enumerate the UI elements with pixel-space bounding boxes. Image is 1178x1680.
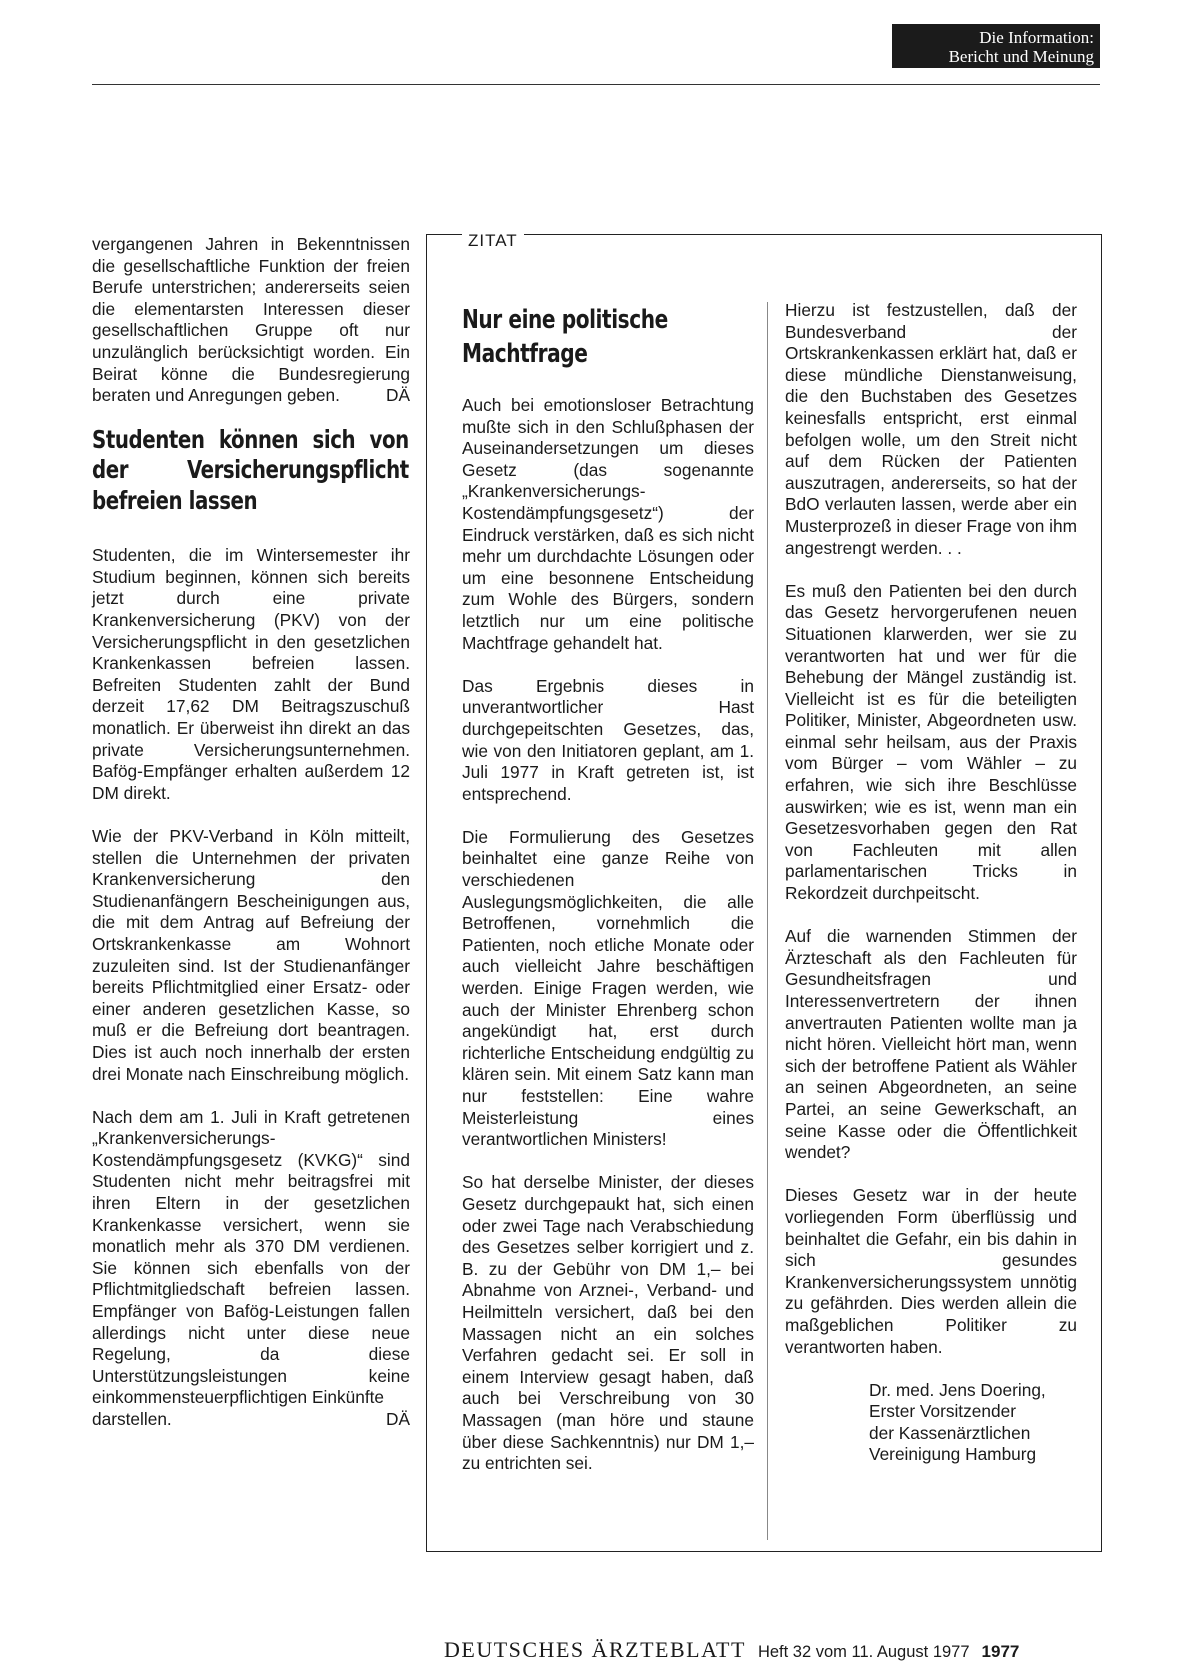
quote-paragraph: Es muß den Patienten bei den durch das Gesetz hervorgerufenen neuen Situationen klarwerden, wer sie zu verantworten hat und wer für die Behebung der Mängel zuständig ist. Vielleicht ist es für die beteiligten Politiker, Minister, Abgeordneten usw. einmal sehr heilsam, aus der Praxis vom Bürger – vom Wähler – zu erfahren, wie sich ihre Beschlüsse auswirken; wie es ist, wenn man ein Gesetzesvorhaben gegen den Rat von Fachleuten mit allen parlamentarischen Tricks in Rekordzeit durchpeitscht. <box>785 580 1077 904</box>
article-paragraph: Studenten, die im Wintersemester ihr Studium beginnen, können sich bereits jetzt durch eine private Krankenversicherung (PKV) von der Versicherungspflicht in den gesetzlichen Krankenkassen befreien lassen. Befreiten Studenten zahlt der Bund derzeit 17,62 DM Beitragszuschuß monatlich. Er überweist ihn direkt an das private Versicherungsunternehmen. Bafög-Empfänger erhalten außerdem 12 DM direkt. <box>92 545 410 803</box>
article-paragraph-last-text: Nach dem am 1. Juli in Kraft getretenen „Krankenversicherungs-Kostendämpfungsgesetz (KVKG)“ sind Studenten nicht mehr beitragsfrei mit ihren Eltern in der gesetzlichen Krankenkasse versichert, wenn sie monatlich mehr als 370 DM verdienen. Sie können sich ebenfalls von der Pflichtmitgliedschaft befreien lassen. Empfänger von Bafög-Leistungen fallen allerdings nicht unter diese neue Regelung, da diese Unterstützungsleistungen keine einkommensteuerpflichtigen Einkünfte <box>92 1106 410 1408</box>
quote-paragraph: Dieses Gesetz war in der heute vorliegenden Form überflüssig und beinhaltet die Gefahr, ein bis dahin in sich gesundes Krankenversicherungssystem unnötig zu gefährden. Dies werden allein die maßgeblichen Politiker zu verantworten haben. <box>785 1185 1077 1357</box>
page-footer <box>444 1637 1019 1663</box>
section-badge-line1: Die Information: <box>979 28 1094 47</box>
section-badge <box>892 24 1100 68</box>
intro-paragraph <box>92 234 410 407</box>
article-headline: Studenten können sich von der Versicherungspflicht befreien lassen <box>92 424 409 515</box>
section-badge-line2: Bericht und Meinung <box>948 47 1094 66</box>
signature-org-line1: der Kassenärztlichen <box>869 1422 1031 1443</box>
page-number: 1977 <box>981 1642 1020 1661</box>
intro-signoff: DÄ <box>385 385 410 406</box>
article-last-line: darstellen. <box>92 1409 172 1429</box>
footer-journal: DEUTSCHES ÄRZTEBLATT <box>444 1637 746 1662</box>
signature-org-line2: Vereinigung Hamburg <box>869 1444 1037 1465</box>
quote-paragraph: Auch bei emotionsloser Betrachtung mußte sich in den Schlußphasen der Auseinandersetzungen um dieses Gesetz (das sogenannte „Krankenversicherungs-Kostendämpfungsgesetz“) der Eindruck verstärken, daß es sich nicht mehr um durchdachte Lösungen oder um eine besonnene Entscheidung zum Wohle des Bürgers, sondern letztlich nur um eine politische Machtfrage gehandelt hat. <box>462 395 754 653</box>
signature-title: Erster Vorsitzender <box>869 1401 1016 1422</box>
quote-headline: Nur eine politische Machtfrage <box>462 305 668 369</box>
quote-paragraph: Hierzu ist festzustellen, daß der Bundesverband der Ortskrankenkassen erklärt hat, daß er diese mündliche Dienstanweisung, die den Buchstaben des Gesetzes keinesfalls entspricht, erst einmal befolgen wolle, um den Streit nicht auf dem Rücken der Patienten auszutragen, andererseits, so hat der BdO verlauten lassen, werde aber ein Musterprozeß in dieser Frage von ihm angestrengt werden. . . <box>785 300 1077 558</box>
quote-signature <box>869 1380 1077 1466</box>
intro-paragraph-text: vergangenen Jahren in Bekenntnissen die gesellschaftliche Funktion der freien Berufe unterstrichen; andererseits seien die elementarsten Interessen dieser gesellschaftlichen Gruppe oft nur unzulänglich berücksichtigt worden. Ein Beirat könne die Bundesregierung beraten und Anregungen geben. <box>92 234 410 406</box>
quote-paragraph: Die Formulierung des Gesetzes beinhaltet eine ganze Reihe von verschiedenen Auslegungsmöglichkeiten, die alle Betroffenen, vornehmlich die Patienten, noch etliche Monate oder auch vielleicht Jahre beschäftigen werden. Einige Fragen werden, wie auch der Minister Ehrenberg schon angekündigt hat, erst durch richterliche Entscheidung endgültig zu klären sein. Mit einem Satz kann man nur feststellen: Eine wahre Meisterleistung eines verantwortlichen Ministers! <box>462 826 754 1150</box>
quote-paragraph: Auf die warnenden Stimmen der Ärzteschaft als den Fachleuten für Gesundheitsfragen und Interessenvertretern der ihnen anvertrauten Patienten wollte man ja nicht hören. Vielleicht hört man, wenn sich der betroffene Patient als Wähler an seinen Abgeordneten, an seine Partei, an seine Gewerkschaft, an seine Kasse oder die Öffentlichkeit wendet? <box>785 926 1077 1163</box>
quote-paragraph: Das Ergebnis dieses in unverantwortlicher Hast durchgepeitschten Gesetzes, das, wie von den Initiatoren geplant, am 1. Juli 1977 in Kraft getreten ist, ist entsprechend. <box>462 675 754 804</box>
article-signoff: DÄ <box>385 1409 410 1429</box>
footer-issue: Heft 32 vom 11. August 1977 <box>757 1643 970 1661</box>
article-paragraph-last <box>92 1107 410 1409</box>
article-paragraph: Wie der PKV-Verband in Köln mitteilt, stellen die Unternehmen der privaten Krankenversicherung den Studienanfängern Bescheinigungen aus, die mit dem Antrag auf Befreiung der Ortskrankenkasse am Wohnort zuzuleiten sind. Ist der Studienanfänger bereits Pflichtmitglied einer Ersatz- oder einer anderen gesetzlichen Kasse, so muß er die Befreiung dort beantragen. Dies ist auch noch innerhalb der ersten drei Monate nach Einschreibung möglich. <box>92 825 410 1084</box>
left-column <box>92 234 410 1431</box>
quote-paragraph: So hat derselbe Minister, der dieses Gesetz durchgepaukt hat, sich einen oder zwei Tage nach Verabschiedung des Gesetzes selber korrigiert und z. B. zu der Gebühr von DM 1,– bei Abnahme von Arznei-, Verband- und Heilmitteln versichert, daß bei den Massagen nicht an ein solches Verfahren gedacht sei. Er soll in einem Interview gesagt haben, daß auch bei Verschreibung von 30 Massagen (man höre und staune über diese Sachkenntnis) nur DM 1,– zu entrichten sei. <box>462 1172 754 1474</box>
column-divider <box>767 302 768 1540</box>
article-signoff-line <box>92 1409 410 1431</box>
quote-middle-column <box>462 395 754 1496</box>
header-rule <box>92 84 1100 85</box>
signature-name: Dr. med. Jens Doering, <box>869 1379 1046 1400</box>
quote-label: ZITAT <box>462 231 524 251</box>
quote-right-column <box>785 300 1077 1466</box>
